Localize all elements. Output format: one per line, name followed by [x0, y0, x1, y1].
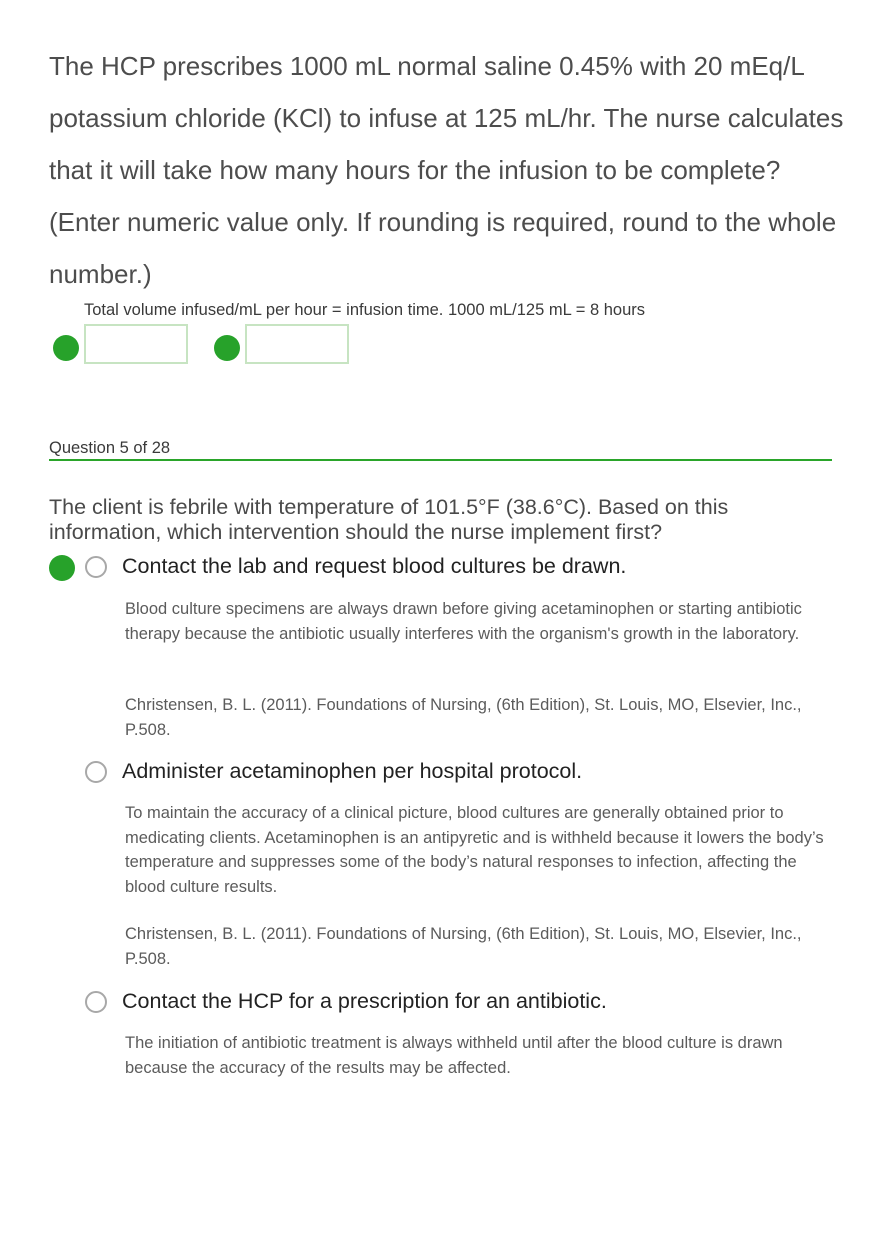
question-4-rationale: Total volume infused/mL per hour = infusion time. 1000 mL/125 mL = 8 hours [84, 301, 646, 319]
correct-indicator-icon [214, 335, 240, 361]
option-2-label[interactable]: Administer acetaminophen per hospital protocol. [122, 759, 583, 783]
option-3-label[interactable]: Contact the HCP for a prescription for an antibiotic. [122, 989, 607, 1013]
option-1-radio[interactable] [85, 556, 107, 578]
option-1-label[interactable]: Contact the lab and request blood cultures be drawn. [122, 554, 627, 578]
option-2-reference: Christensen, B. L. (2011). Foundations of Nursing, (6th Edition), St. Louis, MO, Elsevier, Inc., P.508. [125, 925, 802, 968]
option-2-rationale: To maintain the accuracy of a clinical picture, blood cultures are generally obtained prior to medicating clients. Acetaminophen is an antipyretic and is withheld because it lowers the body’s temperature and suppresses some of the body’s natural responses to infection, affecting the blood culture results. [125, 804, 824, 896]
question-divider [49, 459, 832, 461]
correct-indicator-icon [49, 555, 75, 581]
option-1-reference: Christensen, B. L. (2011). Foundations of Nursing, (6th Edition), St. Louis, MO, Elsevier, Inc., P.508. [125, 696, 802, 739]
question-5-text: The client is febrile with temperature of 101.5°F (38.6°C). Based on this information, which intervention should the nurse implement first? [49, 495, 729, 544]
option-3-radio[interactable] [85, 991, 107, 1013]
correct-indicator-icon [53, 335, 79, 361]
option-2-radio[interactable] [85, 761, 107, 783]
question-4-text: The HCP prescribes 1000 mL normal saline 0.45% with 20 mEq/L potassium chloride (KCl) to infuse at 125 mL/hr. The nurse calculates that it will take how many hours for the infusion to be complete? (Enter numeric value only. If rounding is required, round to the whole number.) [49, 51, 844, 289]
option-3-rationale: The initiation of antibiotic treatment is always withheld until after the blood culture is drawn because the accuracy of the results may be affected. [125, 1034, 783, 1077]
question-counter: Question 5 of 28 [49, 439, 171, 457]
answer-input-1[interactable] [84, 324, 188, 364]
option-1-rationale: Blood culture specimens are always drawn before giving acetaminophen or starting antibiotic therapy because the antibiotic usually interferes with the organism's growth in the laboratory. [125, 600, 802, 643]
answer-input-2[interactable] [245, 324, 349, 364]
